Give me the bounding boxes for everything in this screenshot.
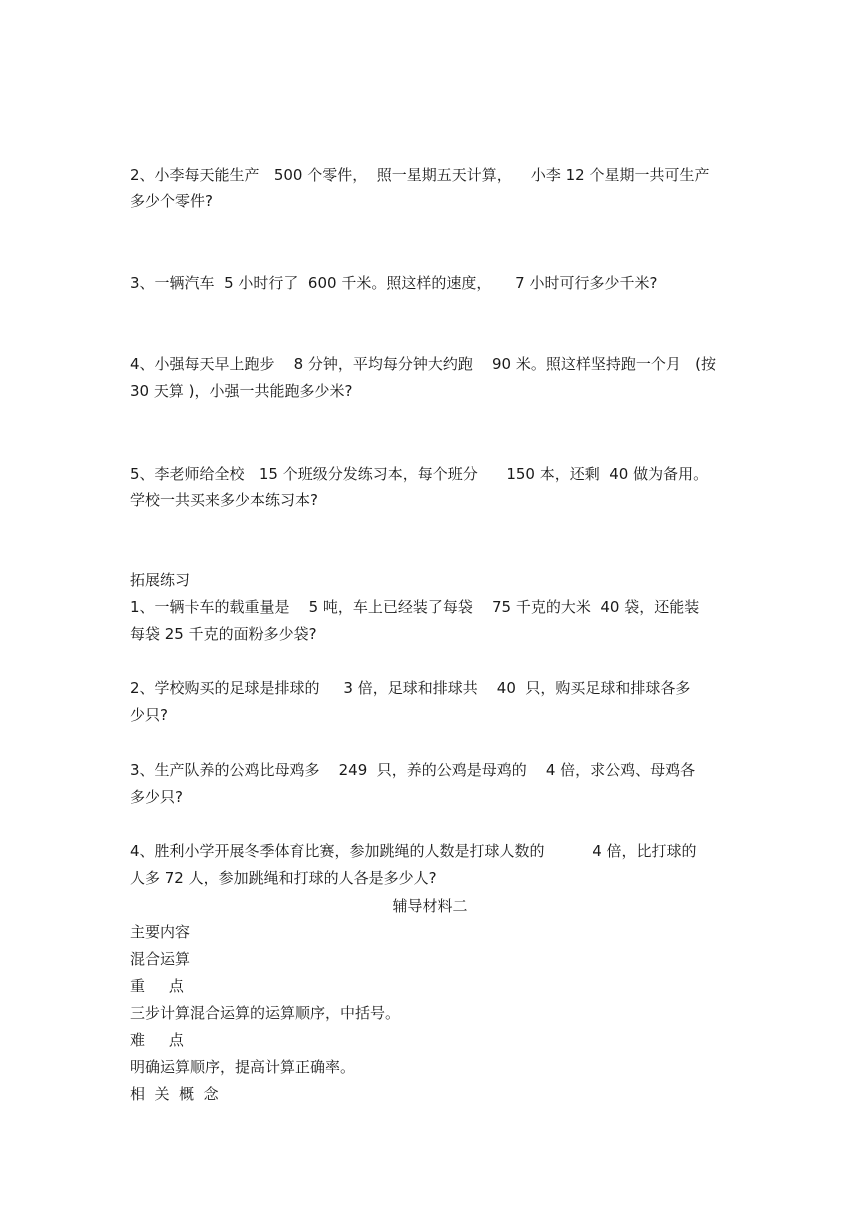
extension-item-2-line-2: 少只? (130, 706, 168, 724)
extension-item-3-line-1: 3、生产队养的公鸡比母鸡多 249 只，养的公鸡是母鸡的 4 倍，求公鸡、母鸡各 (130, 761, 696, 779)
extension-item-3-line-2: 多少只? (130, 788, 183, 806)
extension-item-1-line-2: 每袋 25 千克的面粉多少袋? (130, 625, 317, 643)
key-point-value: 三步计算混合运算的运算顺序，中括号。 (130, 1004, 401, 1022)
problem-4-line-2: 30 天算 )，小强一共能跑多少米? (130, 382, 353, 400)
problem-3-line-1: 3、一辆汽车 5 小时行了 600 千米。照这样的速度， 7 小时可行多少千米? (130, 274, 658, 292)
extension-heading: 拓展练习 (130, 571, 191, 589)
main-content-value: 混合运算 (130, 950, 191, 968)
difficulty-label: 难 点 (130, 1031, 184, 1049)
problem-2-line-1: 2、小李每天能生产 500 个零件， 照一星期五天计算， 小李 12 个星期一共可生产 (130, 166, 710, 184)
problem-5-line-2: 学校一共买来多少本练习本? (130, 491, 318, 509)
problem-4-line-1: 4、小强每天早上跑步 8 分钟，平均每分钟大约跑 90 米。照这样坚持跑一个月 (按 (130, 355, 717, 373)
main-content-label: 主要内容 (130, 923, 191, 941)
material-title: 辅导材料二 (392, 897, 468, 915)
extension-item-2-line-1: 2、学校购买的足球是排球的 3 倍，足球和排球共 40 只，购买足球和排球各多 (130, 679, 691, 697)
problem-2-line-2: 多少个零件? (130, 192, 213, 210)
key-point-label: 重 点 (130, 977, 184, 995)
extension-item-1-line-1: 1、一辆卡车的载重量是 5 吨，车上已经装了每袋 75 千克的大米 40 袋，还能装 (130, 598, 700, 616)
extension-item-4-line-1: 4、胜利小学开展冬季体育比赛，参加跳绳的人数是打球人数的 4 倍，比打球的 (130, 842, 697, 860)
problem-5-line-1: 5、李老师给全校 15 个班级分发练习本，每个班分 150 本，还剩 40 做为备用。 (130, 465, 709, 483)
difficulty-value: 明确运算顺序，提高计算正确率。 (130, 1058, 356, 1076)
related-concepts-label: 相 关 概 念 (130, 1085, 219, 1103)
extension-item-4-line-2: 人多 72 人，参加跳绳和打球的人各是多少人? (130, 869, 437, 887)
